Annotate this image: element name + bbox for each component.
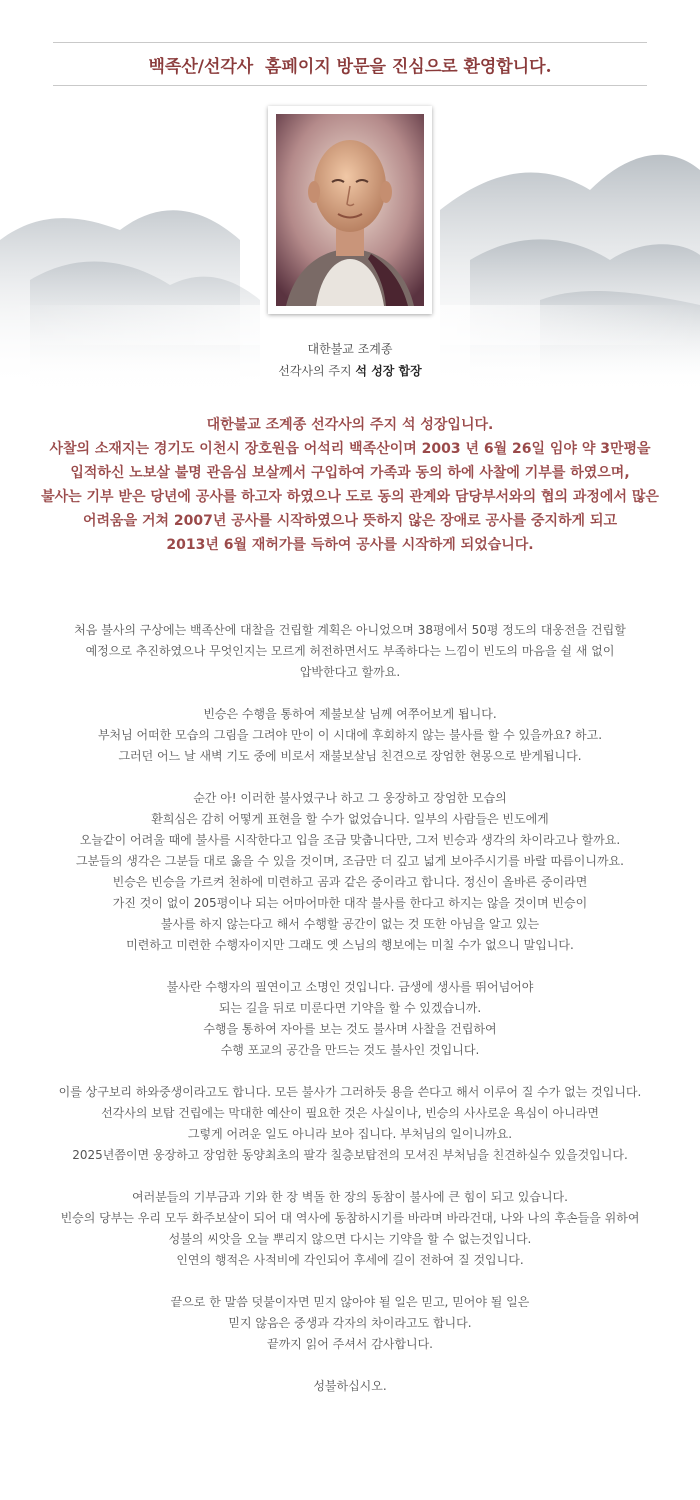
intro-section [20,413,680,557]
body-line: 2025년쯤이면 웅장하고 장엄한 동양최초의 팔각 칠층보탑전의 모셔진 부처님을 친견하실수 있을것입니다. [72,1148,628,1162]
message-body [10,620,690,1418]
body-paragraph [10,704,690,767]
body-line: 성불하십시오. [313,1379,387,1393]
body-paragraph [10,788,690,956]
body-line: 빈승의 당부는 우리 모두 화주보살이 되어 대 역사에 동참하시기를 바라며 바라건대, 나와 나의 후손들을 위하여 [60,1211,640,1225]
body-line: 부처님 어떠한 모습의 그림을 그려야 만이 이 시대에 후회하지 않는 불사를 할 수 있을까요? 하고. [97,728,603,742]
caption-organization: 대한불교 조계종 [307,342,393,356]
intro-line: 대한불교 조계종 선각사의 주지 석 성장입니다. [206,417,494,433]
body-line: 이를 상구보리 하와중생이라고도 합니다. 모든 불사가 그러하듯 용을 쓴다고 해서 이루어 질 수가 없는 것입니다. [58,1085,642,1099]
body-line: 순간 아! 이러한 불사였구나 하고 그 웅장하고 장엄한 모습의 [193,791,507,805]
body-line: 그분들의 생각은 그분들 대로 옳을 수 있을 것이며, 조금만 더 깊고 넓게 보아주시기를 바랄 따름이니까요. [76,854,624,868]
body-paragraph [10,1376,690,1397]
intro-line: 입적하신 노보살 불명 관음심 보살께서 구입하여 가족과 동의 하에 사찰에 기부를 하였으며, [70,465,630,481]
body-line: 수행 포교의 공간을 만드는 것도 불사인 것입니다. [220,1043,480,1057]
body-line: 여러분들의 기부금과 기와 한 장 벽돌 한 장의 동참이 불사에 큰 힘이 되고 있습니다. [132,1190,568,1204]
body-paragraph [10,1082,690,1166]
body-line: 예정으로 추진하였으나 무엇인지는 모르게 허전하면서도 부족하다는 느낌이 빈도의 마음을 쉴 새 없이 [85,644,615,658]
intro-line: 어려움을 거쳐 2007년 공사를 시작하였으나 뜻하지 않은 장애로 공사를 중지하게 되고 [83,513,617,529]
body-line: 빈승은 수행을 통하여 제불보살 님께 여쭈어보게 됩니다. [203,707,497,721]
body-line: 끝까지 읽어 주셔서 감사합니다. [267,1337,433,1351]
caption-name-prefix: 선각사의 주지 [278,364,356,378]
body-line: 오늘같이 어려울 때에 불사를 시작한다고 입을 조금 맞춥니다만, 그저 빈승과 생각의 차이라고나 할까요. [79,833,621,847]
body-paragraph [10,977,690,1061]
body-paragraph [10,1187,690,1271]
monk-portrait-icon [276,114,424,306]
intro-line: 2013년 6월 재허가를 득하여 공사를 시작하게 되었습니다. [166,537,534,553]
body-line: 가진 것이 없이 205평이나 되는 어마어마한 대작 불사를 한다고 하지는 않을 것이며 빈승이 [112,896,588,910]
body-line: 성불의 씨앗을 오늘 뿌리지 않으면 다시는 기약을 할 수 없는것입니다. [168,1232,532,1246]
body-paragraph [10,1292,690,1355]
body-line: 미련하고 미련한 수행자이지만 그래도 옛 스님의 행보에는 미칠 수가 없으니 말입니다. [126,938,574,952]
body-line: 빈승은 빈승을 가르켜 천하에 미련하고 곰과 같은 중이라고 합니다. 정신이 올바른 중이라면 [112,875,588,889]
body-line: 수행을 통하여 자아를 보는 것도 불사며 사찰을 건립하여 [203,1022,497,1036]
intro-line: 불사는 기부 받은 당년에 공사를 하고자 하였으나 도로 동의 관계와 담당부서와의 협의 과정에서 많은 [41,489,659,505]
body-line: 처음 불사의 구상에는 백족산에 대찰을 건립할 계획은 아니었으며 38평에서 50평 정도의 대웅전을 건립할 [74,623,626,637]
body-line: 압박한다고 할까요. [299,665,401,679]
body-line: 인연의 행적은 사적비에 각인되어 후세에 길이 전하여 질 것입니다. [176,1253,524,1267]
body-line: 불사란 수행자의 필연이고 소명인 것입니다. 금생에 생사를 뛰어넘어야 [166,980,534,994]
intro-line: 사찰의 소재지는 경기도 이천시 장호원읍 어석리 백족산이며 2003 년 6월 26일 임야 약 3만평을 [49,441,651,457]
body-line: 그러던 어느 날 새벽 기도 중에 비로서 재불보살님 친견으로 장엄한 현몽으로 받게됩니다. [118,749,582,763]
body-line: 그렇게 어려운 일도 아니라 보아 집니다. 부처님의 일이니까요. [187,1127,513,1141]
caption-name-bold: 석 성장 합장 [355,364,422,378]
body-paragraph [10,620,690,683]
welcome-title: 백족산/선각사 홈페이지 방문을 진심으로 환영합니다. [148,57,552,77]
body-line: 끝으로 한 말씀 덧붙이자면 믿지 않아야 될 일은 믿고, 믿어야 될 일은 [170,1295,530,1309]
body-line: 환희심은 감히 어떻게 표현을 할 수가 없었습니다. 일부의 사람들은 빈도에게 [151,812,549,826]
welcome-header [53,42,647,86]
body-line: 선각사의 보탑 건립에는 막대한 예산이 필요한 것은 사실이나, 빈승의 사사로운 욕심이 아니라면 [101,1106,599,1120]
body-line: 불사를 하지 않는다고 해서 수행할 공간이 없는 것 또한 아님을 알고 있는 [160,917,540,931]
caption-abbot-name [0,362,700,379]
body-line: 믿지 않음은 중생과 각자의 차이라고도 합니다. [228,1316,472,1330]
body-line: 되는 길을 뒤로 미룬다면 기약을 할 수 있겠습니까. [218,1001,482,1015]
abbot-portrait-frame [268,106,432,314]
